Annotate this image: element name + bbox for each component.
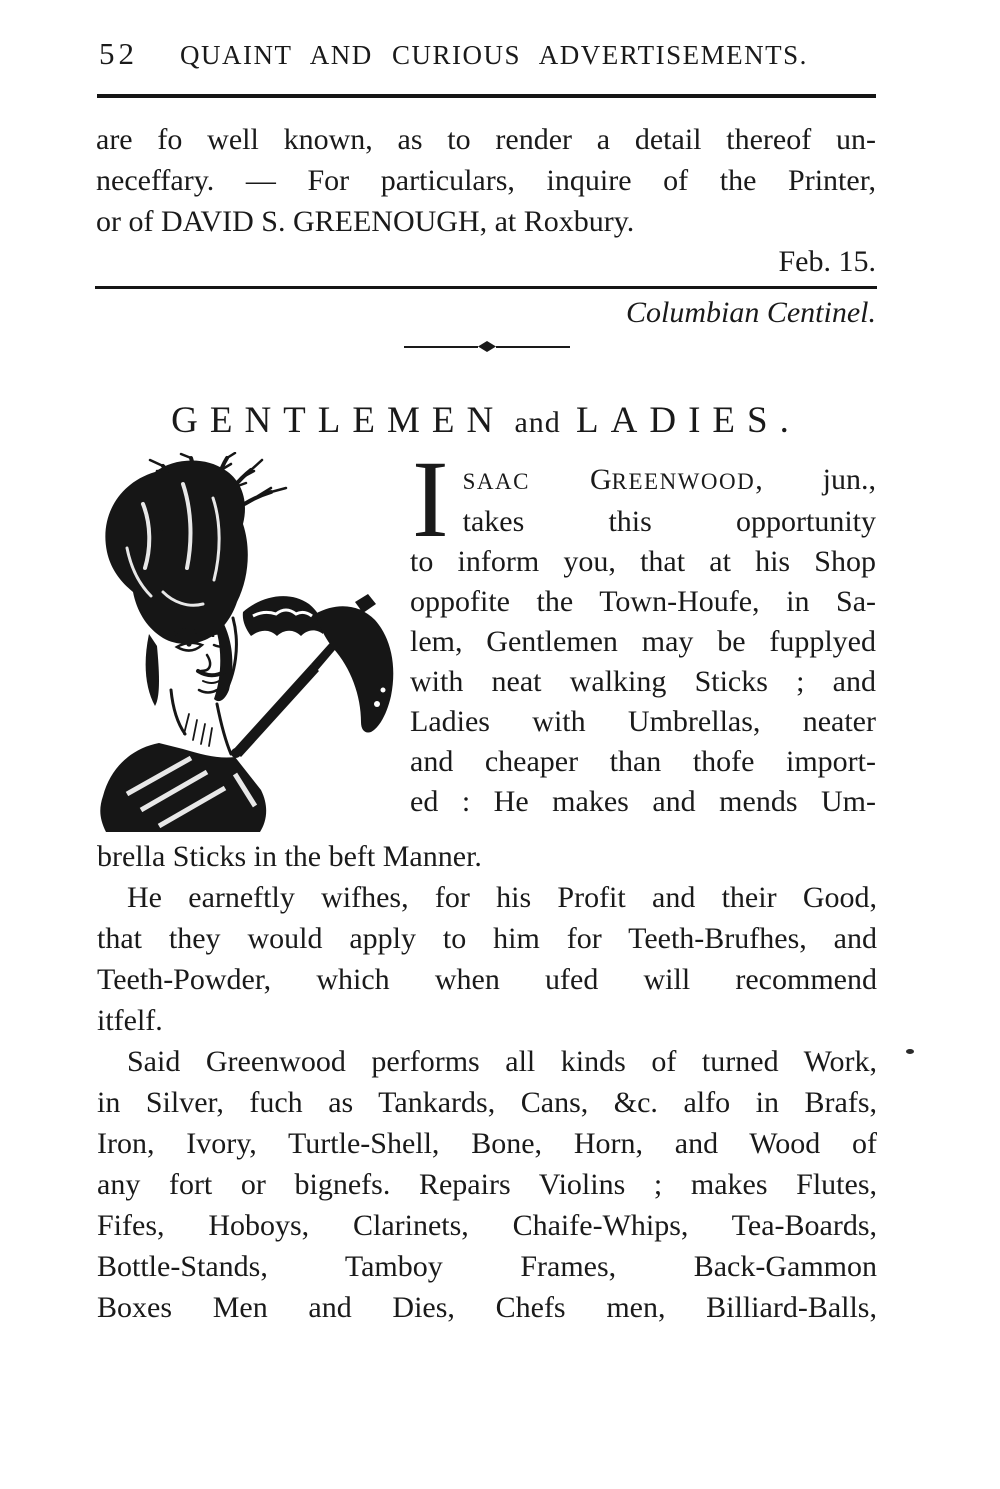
text-line: takes this opportunity [462,505,876,538]
text-line: Fifes, Hoboys, Clarinets, Chaife-Whips, Tea-Boards, [97,1209,877,1242]
text-line: Said Greenwood performs all kinds of turned Work, [127,1045,877,1078]
running-title: QUAINT AND CURIOUS ADVERTISEMENTS. [180,40,808,70]
heading-word-gentlemen: GENTLEMEN [171,400,506,441]
text-line: that they would apply to him for Teeth-Brufhes, and [97,922,877,955]
page-number: 52 [99,36,138,71]
text-line: are fo well known, as to render a detail thereof un- [96,123,876,156]
attribution-line: Columbian Centinel. [626,296,876,329]
text-line: lem, Gentlemen may be fupplyed [410,625,876,658]
name-greenwood [590,463,876,496]
heading-word-ladies: LADIES. [576,400,801,441]
ad-heading [95,399,877,442]
text-line: any fort or bignefs. Repairs Violins ; makes Flutes, [97,1168,877,1201]
text-line: Iron, Ivory, Turtle-Shell, Bone, Horn, and Wood of [97,1127,877,1160]
text-line: and cheaper than thofe import- [410,745,876,778]
text-line: Teeth-Powder, which when ufed will recommend [97,963,877,996]
smallcaps-reenwood: REENWOOD [611,469,756,494]
text-line: Ladies with Umbrellas, neater [410,705,876,738]
text-line: neceffary. — For particulars, inquire of the Printer, [96,164,876,197]
text-line: with neat walking Sticks ; and [410,665,876,698]
divider-line-left [404,346,478,348]
date-line: Feb. 15. [778,245,876,278]
divider-line-right [496,346,570,348]
woodcut-illustration [93,452,411,832]
text-line: Boxes Men and Dies, Chefs men, Billiard-Balls, [97,1291,877,1324]
text-line: He earneftly wifhes, for his Profit and their Good, [127,881,877,914]
smallcaps-isaac: SAAC [462,469,530,494]
lady-with-umbrella-woodcut [93,452,411,832]
horizontal-rule-middle [95,286,877,289]
umbrella-group [231,594,393,758]
ink-speck [906,1049,914,1054]
text-line: to inform you, that at his Shop [410,545,876,578]
text-line: brella Sticks in the beft Manner. [97,840,482,873]
section-divider [404,340,570,353]
ad-body [97,836,877,1328]
dropcap-letter: I [412,438,449,560]
text-line: itfelf. [97,1004,163,1037]
intro-paragraph [96,119,876,242]
horizontal-rule-top [97,94,876,98]
text-line [410,460,876,502]
name-suffix: , jun., [755,463,876,496]
text-line: oppofite the Town-Houfe, in Sa- [410,585,876,618]
text-line: ed : He makes and mends Um- [410,785,876,818]
heading-word-and: and [514,406,561,439]
page-header [99,36,877,72]
text-line: Bottle-Stands, Tamboy Frames, Back-Gammon [97,1250,877,1283]
capital-g: G [589,463,612,496]
text-line: or of DAVID S. GREENOUGH, at Roxbury. [96,205,635,238]
text-line: in Silver, fuch as Tankards, Cans, &c. alfo in Brafs, [97,1086,877,1119]
ad-opening-column [410,438,876,822]
divider-diamond-icon [478,341,496,352]
